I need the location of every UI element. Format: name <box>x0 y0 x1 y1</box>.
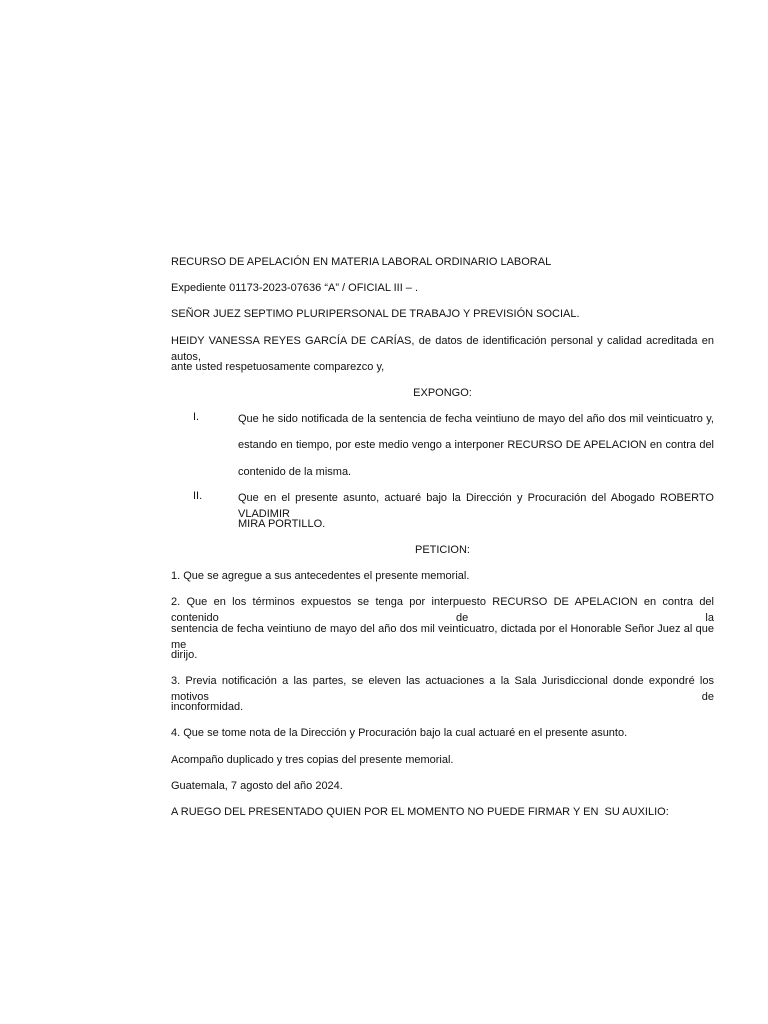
peticion-item-1: 1. Que se agregue a sus antecedentes el presente memorial. <box>171 570 470 583</box>
expongo-item-text: Que en el presente asunto, actuaré bajo la Dirección y Procuración del Abogado ROBERTO VLADIMIR <box>238 491 714 520</box>
closing-statement: A RUEGO DEL PRESENTADO QUIEN POR EL MOMENTO NO PUEDE FIRMAR Y EN SU AUXILIO: <box>171 805 669 818</box>
expongo-item-1 <box>171 411 714 490</box>
expongo-item-text: contenido de la misma. <box>238 465 352 478</box>
peticion-item-3-line-2: inconformidad. <box>171 701 244 714</box>
peticion-item-4: 4. Que se tome nota de la Dirección y Procuración bajo la cual actuaré en el presente asunto. <box>171 727 628 740</box>
expongo-item-2 <box>171 490 714 542</box>
document-page <box>171 254 714 830</box>
peticion-item-3-line-1: 3. Previa notificación a las partes, se eleven las actuaciones a la Sala Jurisdiccional donde expondré los motivos de <box>171 675 714 703</box>
expediente-number: Expediente 01173-2023-07636 “A” / OFICIAL III – . <box>171 282 419 295</box>
peticion-item-2-line-2: sentencia de fecha veintiuno de mayo del año dos mil veinticuatro, dictada por el Honorable Señor Juez al que me <box>171 622 714 651</box>
peticion-item-2-line-1: 2. Que en los términos expuestos se tenga por interpuesto RECURSO DE APELACION en contra del contenido de la <box>171 596 714 625</box>
intro-line-1: HEIDY VANESSA REYES GARCÍA DE CARÍAS, de datos de identificación personal y calidad acreditada en autos, <box>171 334 714 363</box>
expongo-item-number: I. <box>193 411 200 424</box>
peticion-heading: PETICION: <box>414 544 470 557</box>
expongo-item-text: estando en tiempo, por este medio vengo a interponer RECURSO DE APELACION en contra del <box>238 439 714 452</box>
expongo-item-number: II. <box>193 489 203 502</box>
place-date: Guatemala, 7 agosto del año 2024. <box>171 779 343 792</box>
expongo-heading: EXPONGO: <box>413 386 472 399</box>
intro-line-2: ante usted respetuosamente comparezco y, <box>171 360 385 373</box>
expongo-item-text: Que he sido notificada de la sentencia de fecha veintiuno de mayo del año dos mil veinticuatro y, <box>238 413 714 426</box>
addressee: SEÑOR JUEZ SEPTIMO PLURIPERSONAL DE TRABAJO Y PREVISIÓN SOCIAL. <box>171 308 580 321</box>
expongo-item-text: MIRA PORTILLO. <box>238 517 326 530</box>
document-title: RECURSO DE APELACIÓN EN MATERIA LABORAL ORDINARIO LABORAL <box>171 256 552 268</box>
peticion-item-2-line-3: dirijo. <box>171 648 198 661</box>
copies-statement: Acompaño duplicado y tres copias del presente memorial. <box>171 753 454 766</box>
